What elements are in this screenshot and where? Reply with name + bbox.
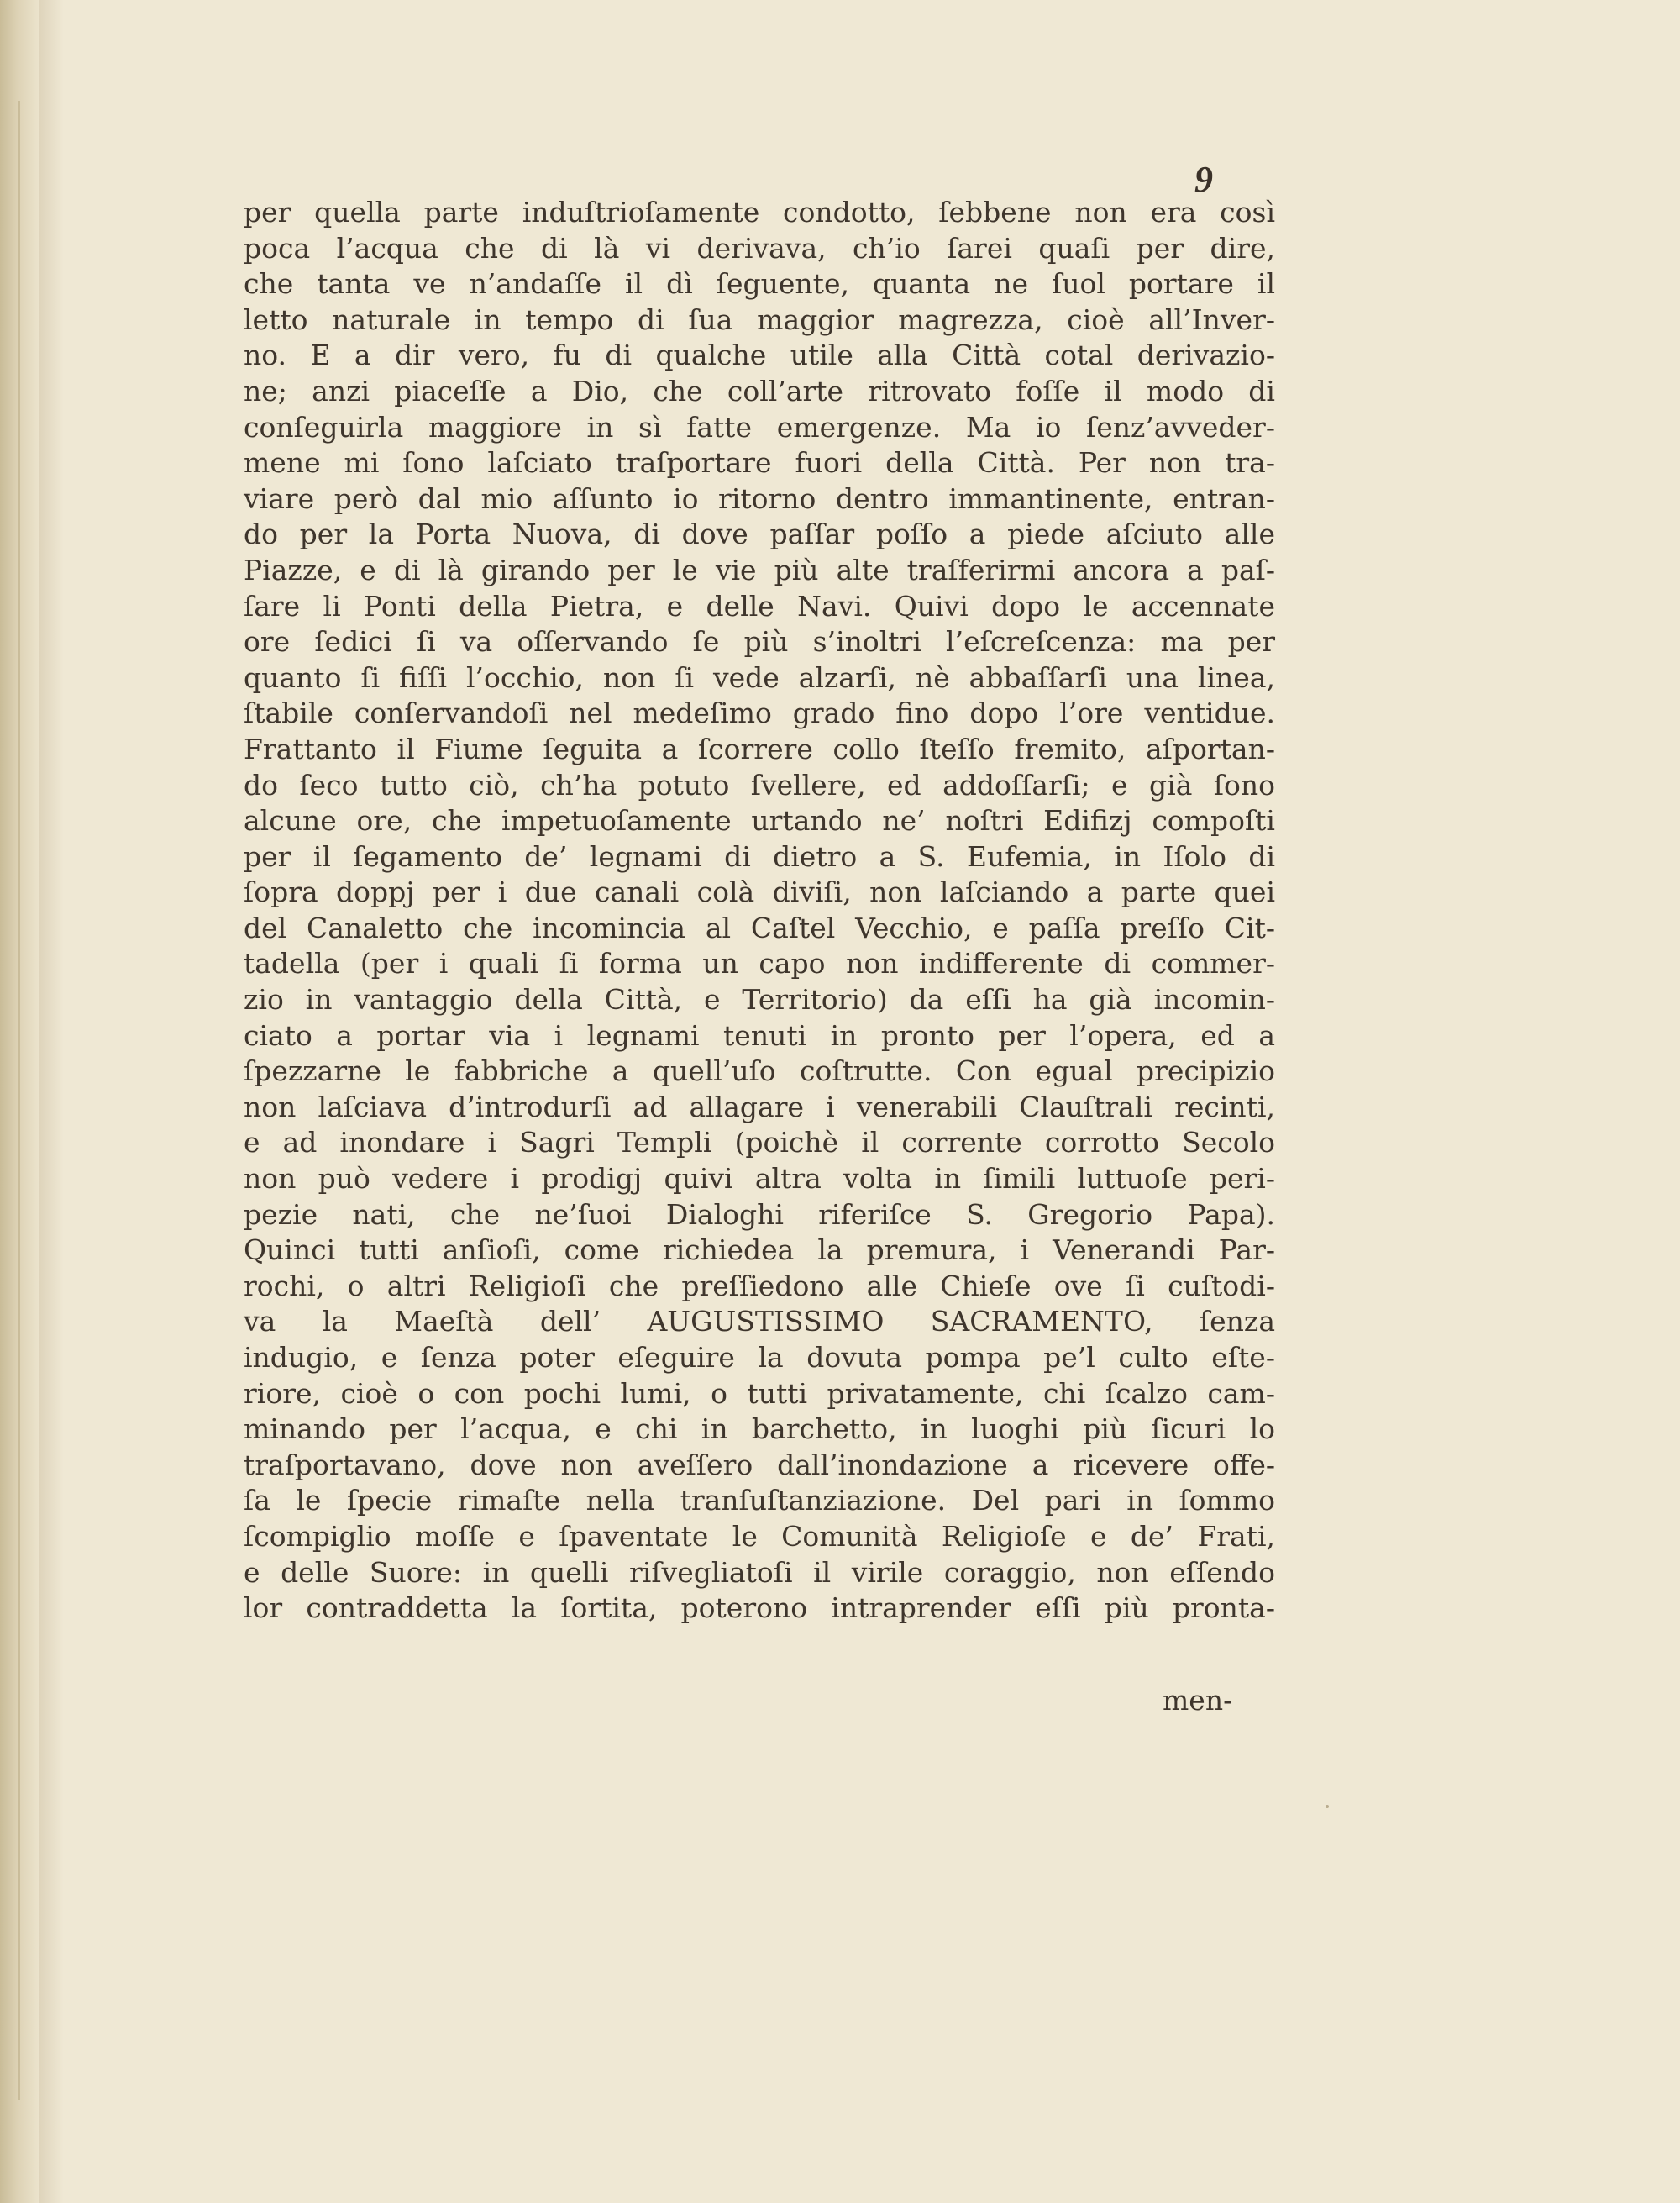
text-line: zio in vantaggio della Città, e Territorio) da eſſi ha già incomin- (244, 983, 1275, 1017)
binding-fold-line (18, 101, 20, 2100)
text-line: pezie nati, che ne’ſuoi Dialoghi riferiſce S. Gregorio Papa). (244, 1197, 1275, 1231)
text-line: ſare li Ponti della Pietra, e delle Navi. Quivi dopo le accennate (244, 589, 1275, 623)
text-line: ciato a portar via i legnami tenuti in pronto per l’opera, ed a (244, 1018, 1275, 1052)
text-line: e delle Suore: in quelli riſvegliatoſi il virile coraggio, non eſſendo (244, 1555, 1275, 1589)
text-line: ne; anzi piaceſſe a Dio, che coll’arte ritrovato foſſe il modo di (244, 374, 1275, 407)
text-line: Piazze, e di là girando per le vie più alte traſferirmi ancora a paſ- (244, 553, 1275, 586)
text-line: quanto ſi fiſſi l’occhio, non ſi vede alzarſi, nè abbaſſarſi una linea, (244, 660, 1275, 694)
text-line: ſa le ſpecie rimaſte nella tranſuſtanziazione. Del pari in ſommo (244, 1484, 1275, 1517)
text-line: che tanta ve n’andaſſe il dì ſeguente, quanta ne ſuol portare il (244, 267, 1275, 301)
text-line: viare però dal mio aſſunto io ritorno dentro immantinente, entran- (244, 481, 1275, 515)
text-line: lor contraddetta la ſortita, poterono intraprender eſſi più prontа- (244, 1591, 1275, 1625)
text-line: ſcompiglio moſſe e ſpaventate le Comunità Religioſe e de’ Frati, (244, 1519, 1275, 1553)
text-line: non laſciava d’introdurſi ad allagare i venerabili Clauſtrali recinti, (244, 1090, 1275, 1123)
page-number: 9 (1194, 159, 1213, 200)
text-line: del Canaletto che incomincia al Caſtel Vecchio, e paſſa preſſo Cit- (244, 911, 1275, 944)
text-line: ſtabile conſervandoſi nel medeſimo grado fino dopo l’ore ventidue. (244, 697, 1275, 730)
text-line: traſportavano, dove non aveſſero dall’inondazione a ricevere offe- (244, 1448, 1275, 1481)
text-line: alcune ore, che impetuoſamente urtando ne’ noſtri Edifizj compoſti (244, 804, 1275, 838)
text-line: minando per l’acqua, e chi in barchetto, in luoghi più ſicuri lo (244, 1412, 1275, 1446)
text-line: letto naturale in tempo di ſua maggior magrezza, cioè all’Inver- (244, 302, 1275, 336)
text-line: e ad inondare i Sagri Templi (poichè il corrente corrotto Secolo (244, 1126, 1275, 1159)
text-line: do ſeco tutto ciò, ch’ha potuto ſvellere, ed addoſſarſi; e già ſono (244, 768, 1275, 802)
text-line: per il ſegamento de’ legnami di dietro a S. Eufemia, in Iſolo di (244, 839, 1275, 873)
text-line: per quella parte induſtrioſamente condotto, ſebbene non era così (244, 196, 1275, 229)
text-line: ſopra doppj per i due canali colà diviſi, non laſciando a parte quei (244, 875, 1275, 909)
text-line: tadella (per i quali ſi forma un capo non indifferente di commer- (244, 947, 1275, 981)
text-line: non può vedere i prodigj quivi altra volta in ſimili luttuoſe peri- (244, 1162, 1275, 1196)
text-line: indugio, e ſenza poter eſeguire la dovuta pompa pe’l culto eſte- (244, 1341, 1275, 1374)
text-line: conſeguirla maggiore in sì fatte emergenze. Ma io ſenz’avveder- (244, 410, 1275, 444)
paper-speck (1326, 1805, 1329, 1808)
text-line: riore, cioè o con pochi lumi, o tutti privatamente, chi ſcalzo cam- (244, 1376, 1275, 1410)
text-line: poca l’acqua che di là vi derivava, ch’io ſarei quaſi per dire, (244, 231, 1275, 265)
fold-shadow (39, 0, 64, 2203)
text-line: Quinci tutti anſioſi, come richiedea la premura, i Venerandi Par- (244, 1233, 1275, 1267)
text-line: no. E a dir vero, fu di qualche utile alla Città cotal derivazio- (244, 339, 1275, 372)
body-text (244, 195, 1275, 1627)
text-line: ſpezzarne le fabbriche a quell’uſo coſtrutte. Con egual precipizio (244, 1054, 1275, 1088)
text-line: va la Maeſtà dell’ AUGUSTISSIMO SACRAMENTO, ſenza (244, 1305, 1275, 1338)
catchword: men- (1163, 1684, 1233, 1717)
text-line: mene mi ſono laſciato traſportare fuori della Città. Per non tra- (244, 446, 1275, 480)
text-line: do per la Porta Nuova, di dove paſſar poſſo a piede aſciuto alle (244, 518, 1275, 551)
text-line: Frattanto il Fiume ſeguita a ſcorrere collo ſteſſo fremito, aſportan- (244, 732, 1275, 765)
text-line: rochi, o altri Religioſi che preſſiedono alle Chieſe ove ſi cuſtodi- (244, 1269, 1275, 1302)
text-line: ore ſedici ſi va oſſervando ſe più s’inoltri l’eſcreſcenza: ma per (244, 625, 1275, 659)
